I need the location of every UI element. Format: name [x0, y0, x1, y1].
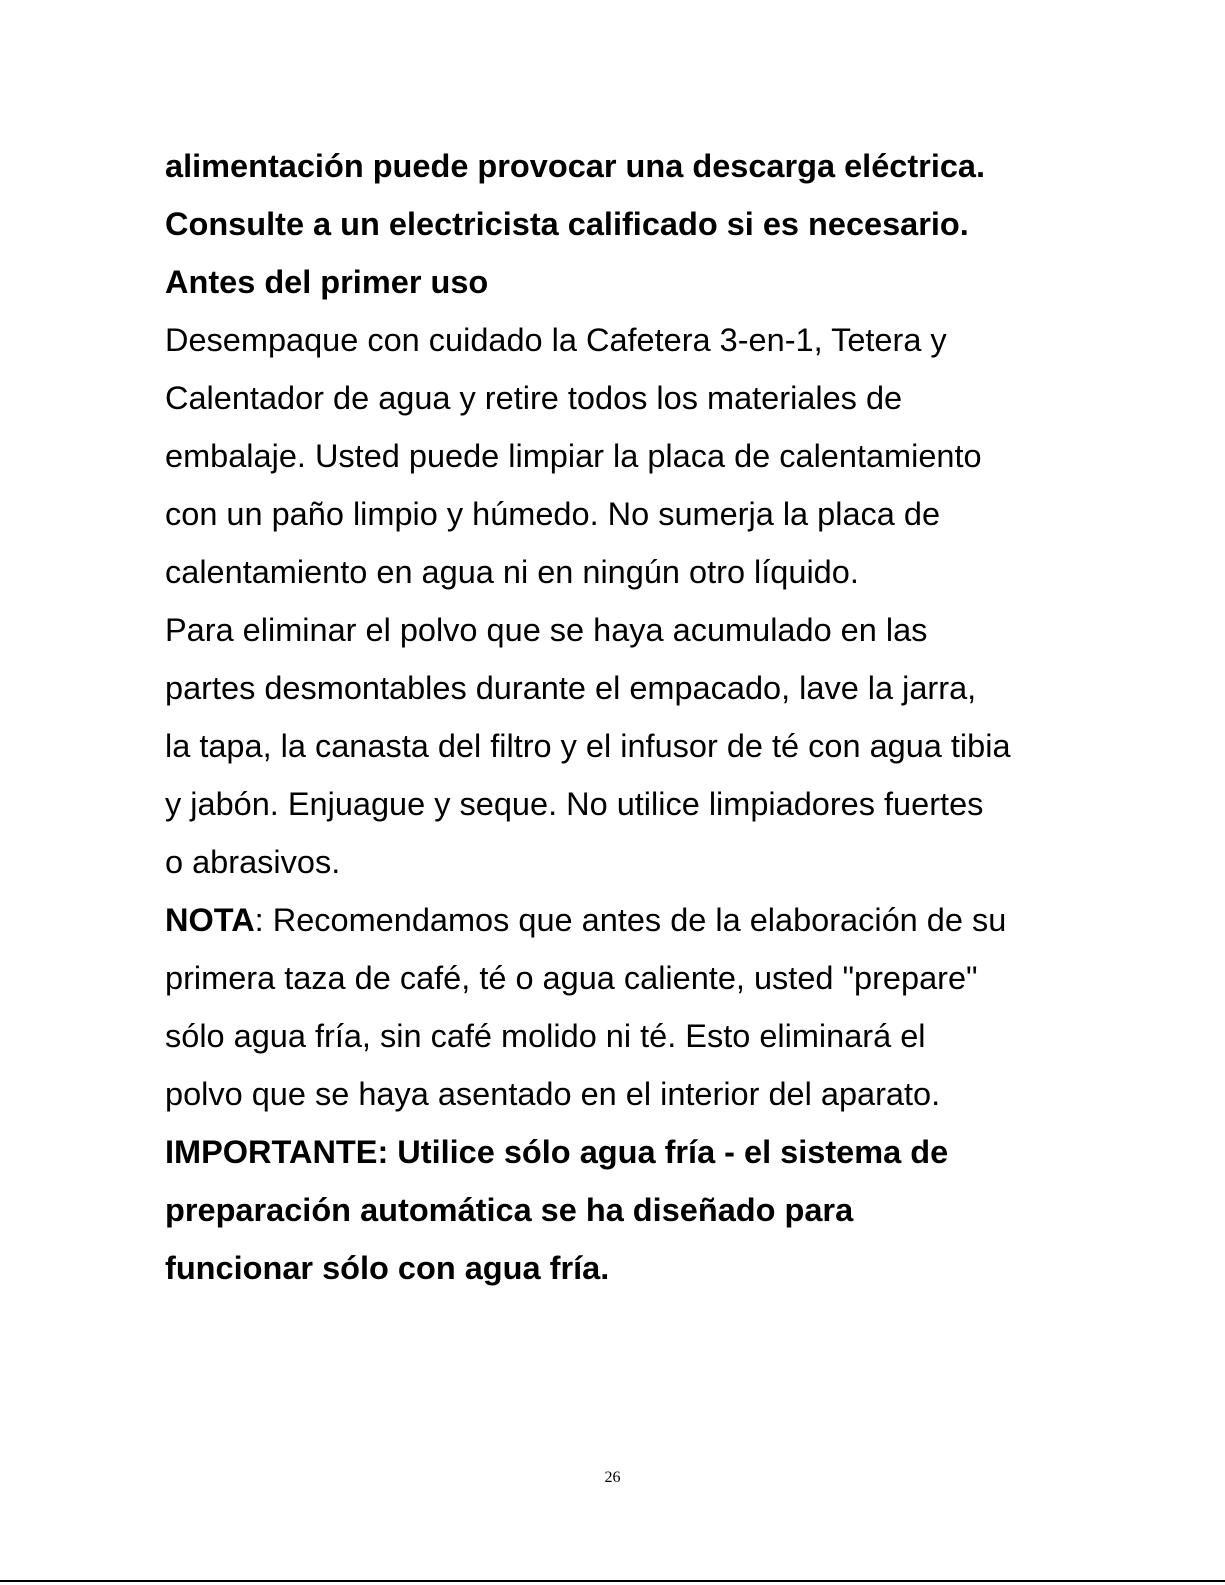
- note-label: NOTA: [165, 902, 255, 938]
- electrical-warning: [165, 137, 1065, 253]
- paragraph-line: calentamiento en agua ni en ningún otro líquido.: [165, 554, 859, 590]
- paragraph-line: sólo agua fría, sin café molido ni té. Esto eliminará el: [165, 1018, 926, 1054]
- paragraph-line: y jabón. Enjuague y seque. No utilice limpiadores fuertes: [165, 786, 984, 822]
- paragraph-line: Calentador de agua y retire todos los materiales de: [165, 380, 903, 416]
- paragraph-line: primera taza de café, té o agua caliente, usted "prepare": [165, 960, 978, 996]
- important-line: preparación automática se ha diseñado para: [165, 1192, 854, 1228]
- paragraph-line: la tapa, la canasta del filtro y el infusor de té con agua tibia: [165, 728, 1011, 764]
- page-number: 26: [604, 1469, 621, 1486]
- note-paragraph: [165, 891, 1065, 1123]
- warning-line: Consulte a un electricista calificado si es necesario.: [165, 206, 969, 242]
- paragraph-line: Desempaque con cuidado la Cafetera 3-en-1, Tetera y: [165, 322, 947, 358]
- note-first-line: [165, 891, 1065, 949]
- paragraph-line: con un paño limpio y húmedo. No sumerja la placa de: [165, 496, 941, 532]
- cleaning-paragraph: [165, 601, 1065, 891]
- document-body: [165, 137, 1065, 1297]
- warning-line: alimentación puede provocar una descarga eléctrica.: [165, 148, 986, 184]
- section-heading: Antes del primer uso: [165, 264, 489, 300]
- unpacking-paragraph: [165, 311, 1065, 601]
- bottom-border: [0, 1580, 1225, 1582]
- paragraph-line: o abrasivos.: [165, 844, 341, 880]
- paragraph-line: partes desmontables durante el empacado, lave la jarra,: [165, 670, 977, 706]
- note-text: : Recomendamos que antes de la elaboración de su: [254, 902, 1007, 938]
- important-line: IMPORTANTE: Utilice sólo agua fría - el sistema de: [165, 1134, 949, 1170]
- important-notice: [165, 1123, 1065, 1297]
- paragraph-line: embalaje. Usted puede limpiar la placa de calentamiento: [165, 438, 982, 474]
- paragraph-line: polvo que se haya asentado en el interior del aparato.: [165, 1076, 941, 1112]
- paragraph-line: Para eliminar el polvo que se haya acumulado en las: [165, 612, 928, 648]
- important-line: funcionar sólo con agua fría.: [165, 1250, 610, 1286]
